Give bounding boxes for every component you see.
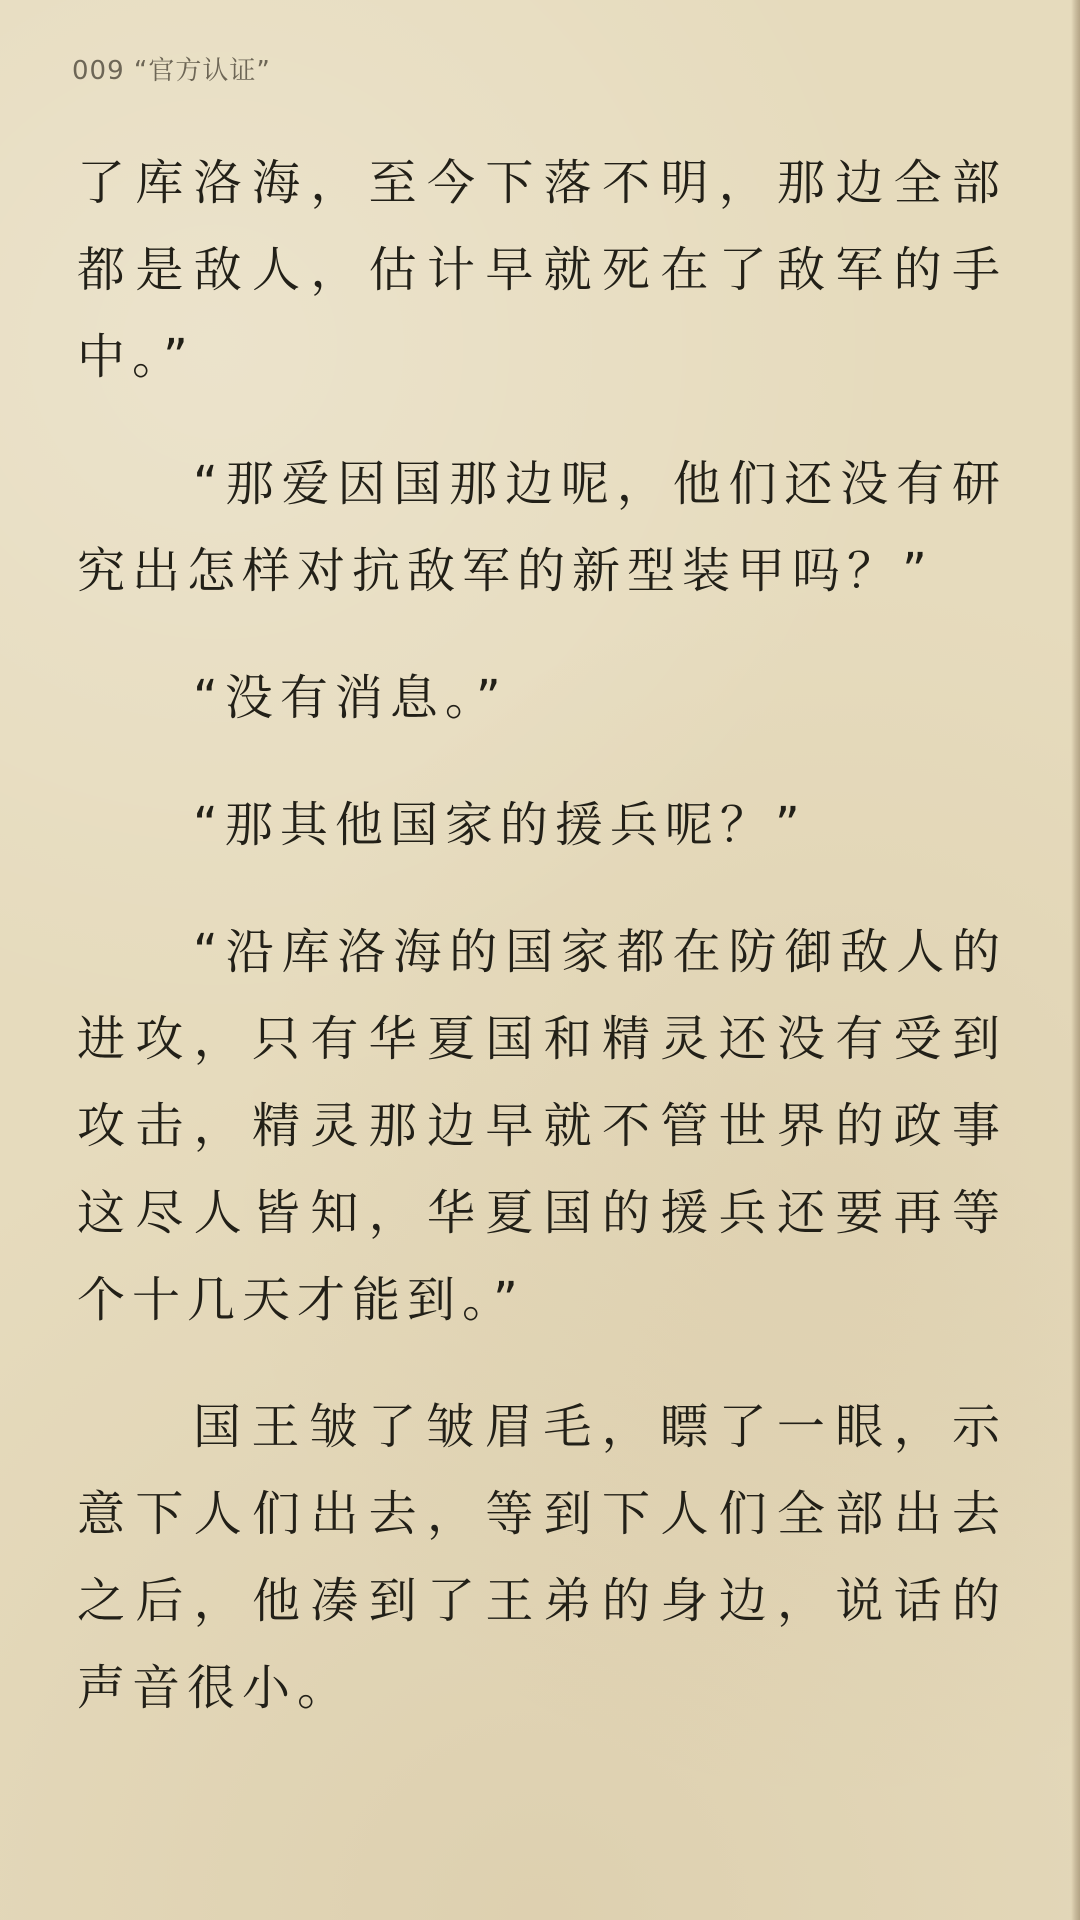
paragraph-2: “那爱因国那边呢，他们还没有研究出怎样对抗敌军的新型装甲吗？”	[77, 456, 1007, 599]
paragraph-6: 国王皱了皱眉毛，瞟了一眼，示意下人们出去，等到下人们全部出去之后，他凑到了王弟的身边，说话的声音很小。	[77, 1399, 1007, 1716]
paragraph-4: “那其他国家的援兵呢？”	[193, 797, 807, 853]
chapter-title: 009 “官方认证”	[72, 56, 271, 86]
paragraph-3: “没有消息。”	[193, 670, 508, 726]
page-edge	[1071, 0, 1080, 1920]
reading-content[interactable]	[77, 140, 1007, 1772]
paragraph-5: “沿库洛海的国家都在防御敌人的进攻，只有华夏国和精灵还没有受到攻击，精灵那边早就不管世界的政事这尽人皆知，华夏国的援兵还要再等个十几天才能到。”	[77, 924, 1007, 1328]
paragraph-1: 了库洛海，至今下落不明，那边全部都是敌人，估计早就死在了敌军的手中。”	[77, 155, 1007, 385]
